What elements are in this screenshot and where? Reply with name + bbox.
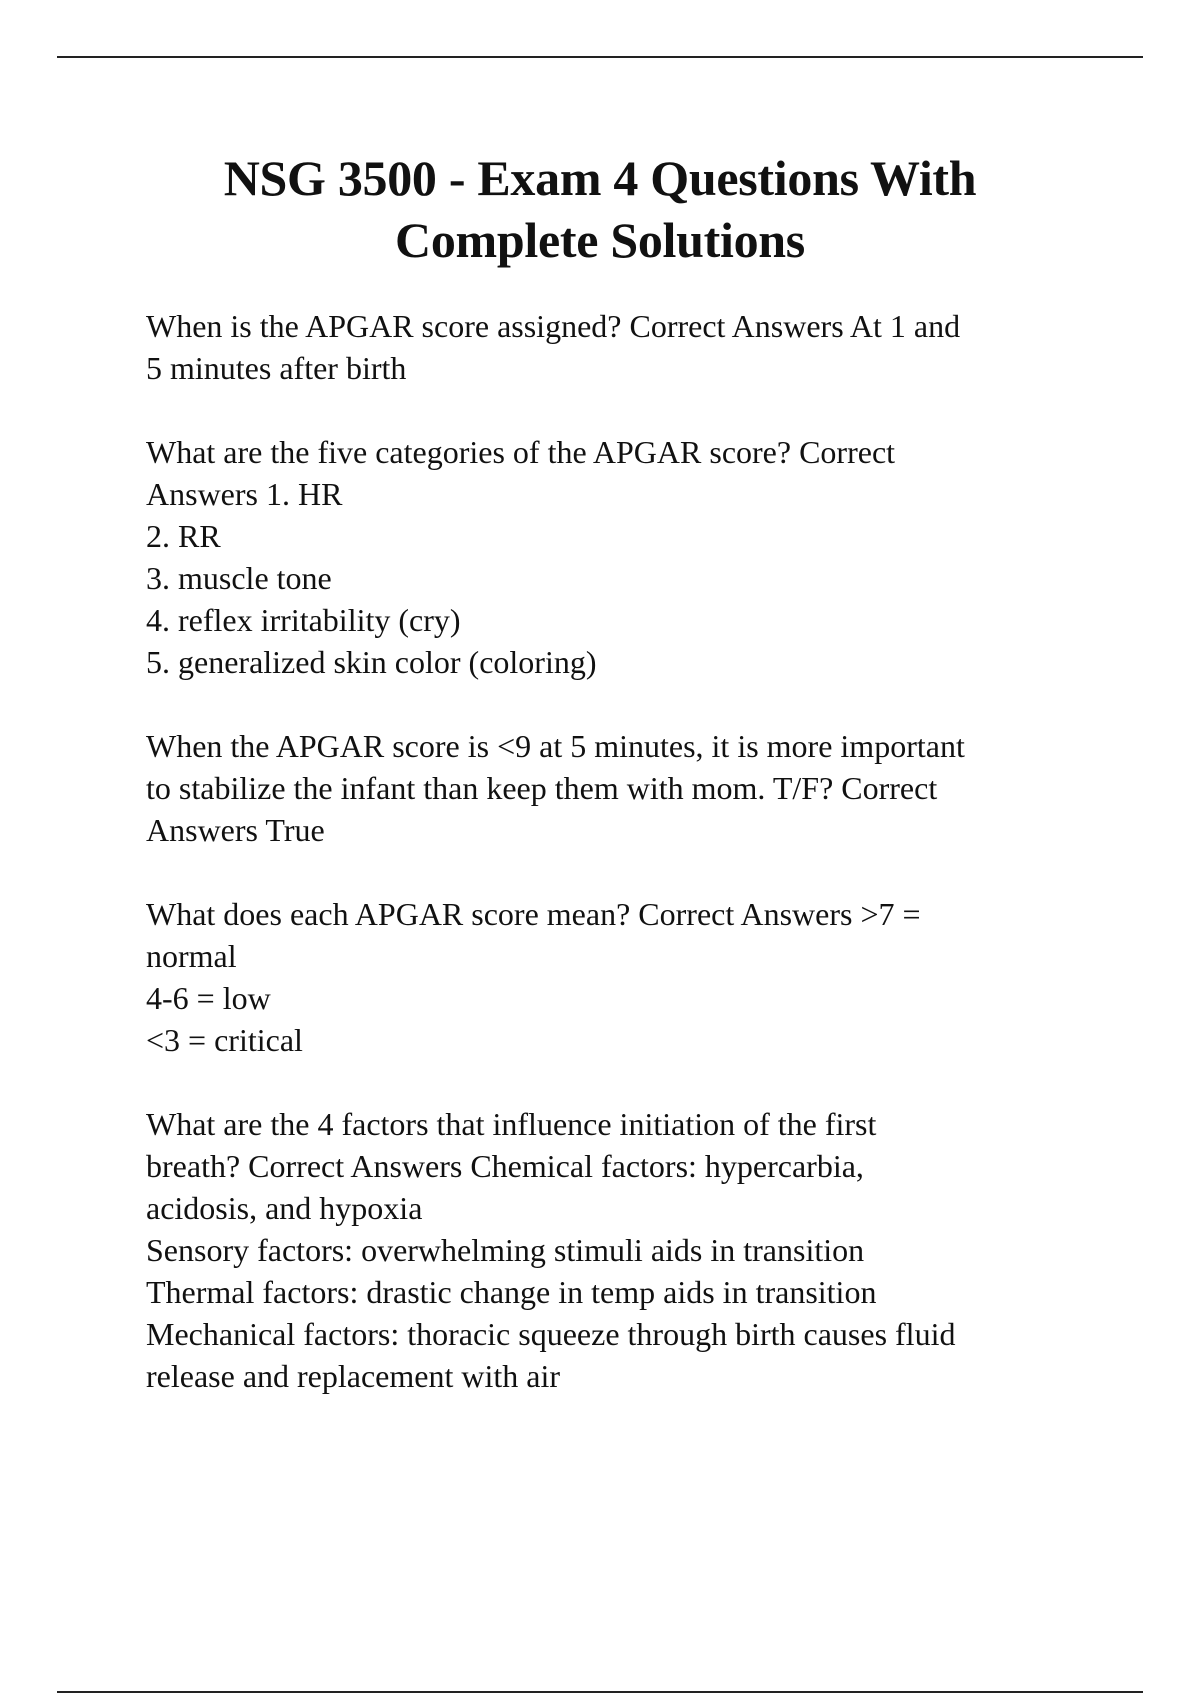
page-title-line-2: Complete Solutions [395,212,805,268]
bottom-divider [57,1691,1143,1693]
qa-list [146,305,1106,1439]
qa-item-apgar-categories [146,431,1106,683]
qa-line: <3 = critical [146,1022,303,1058]
qa-line: 4. reflex irritability (cry) [146,602,461,638]
qa-line: Sensory factors: overwhelming stimuli aids in transition [146,1232,865,1268]
qa-line: 2. RR [146,518,221,554]
qa-line: Answers 1. HR [146,476,343,512]
qa-line: 5. generalized skin color (coloring) [146,644,597,680]
qa-item-apgar-meaning [146,893,1106,1061]
qa-line: What are the 4 factors that influence initiation of the first [146,1106,877,1142]
qa-item-first-breath-factors [146,1103,1106,1397]
qa-item-apgar-timing [146,305,1106,389]
page-title-line-1: NSG 3500 - Exam 4 Questions With [223,150,977,206]
qa-line: When is the APGAR score assigned? Correct Answers At 1 and [146,308,961,344]
qa-line: What does each APGAR score mean? Correct Answers >7 = [146,896,921,932]
top-divider [57,56,1143,58]
qa-line: Answers True [146,812,325,848]
qa-line: 4-6 = low [146,980,271,1016]
qa-line: release and replacement with air [146,1358,560,1394]
qa-line: to stabilize the infant than keep them with mom. T/F? Correct [146,770,938,806]
qa-line: 5 minutes after birth [146,350,407,386]
qa-line: normal [146,938,237,974]
qa-line: breath? Correct Answers Chemical factors: hypercarbia, [146,1148,864,1184]
qa-line: What are the five categories of the APGAR score? Correct [146,434,896,470]
qa-line: acidosis, and hypoxia [146,1190,423,1226]
page-title [100,147,1100,271]
qa-line: When the APGAR score is <9 at 5 minutes, it is more important [146,728,965,764]
qa-item-apgar-stabilize [146,725,1106,851]
qa-line: Mechanical factors: thoracic squeeze through birth causes fluid [146,1316,956,1352]
qa-line: Thermal factors: drastic change in temp aids in transition [146,1274,877,1310]
qa-line: 3. muscle tone [146,560,332,596]
